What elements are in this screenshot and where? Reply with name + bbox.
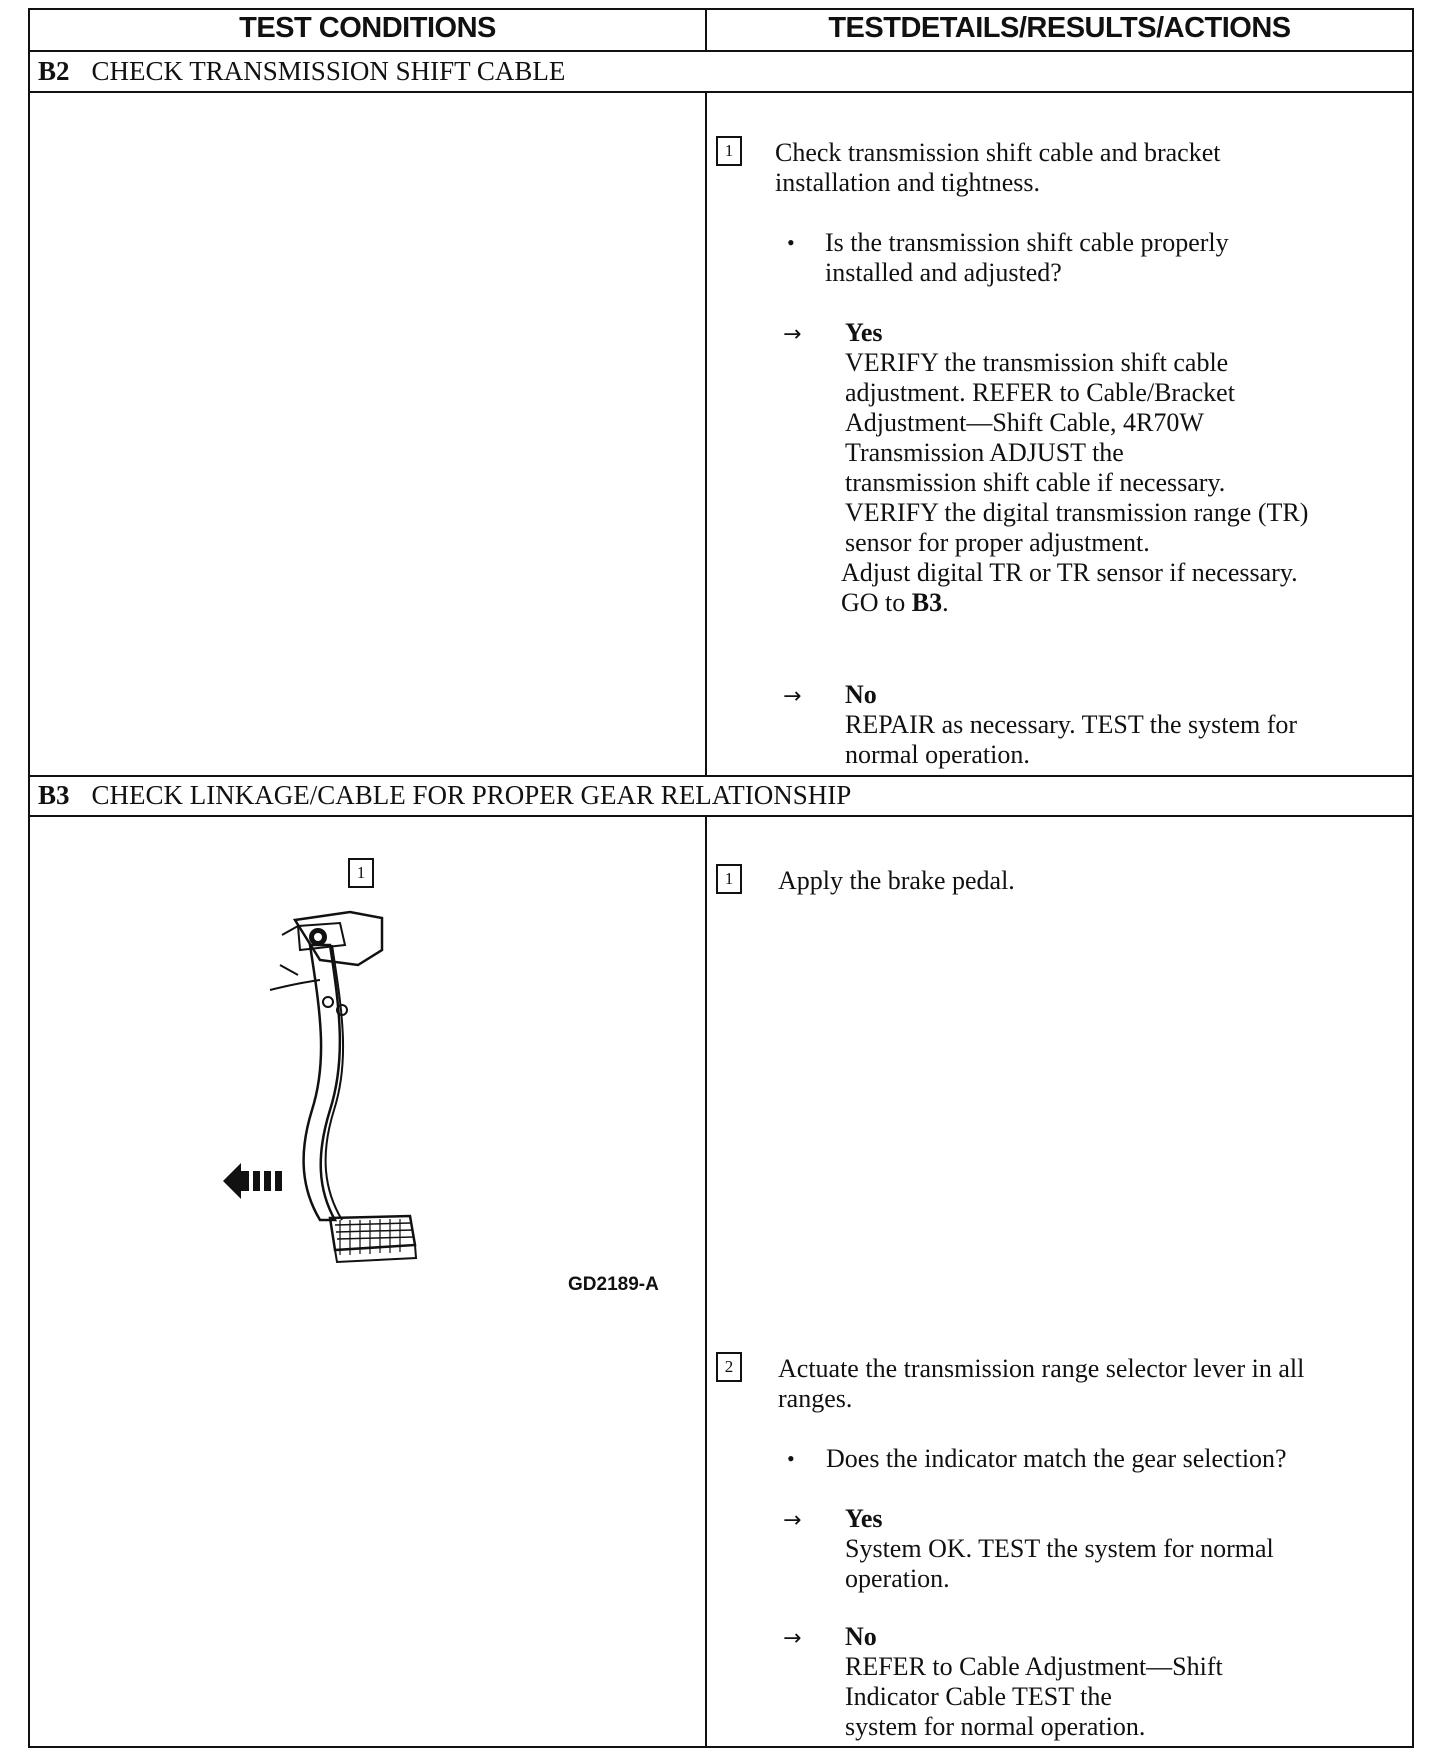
b2-no-label: No (845, 680, 877, 709)
right-arrow-icon: → (783, 1508, 802, 1533)
b2-yes-line8: Adjust digital TR or TR sensor if necessary. (841, 558, 1298, 587)
b3-top-rule (28, 775, 1414, 777)
header-test-conditions: TEST CONDITIONS (239, 12, 496, 44)
b2-section-title (38, 56, 565, 87)
b3-step1-text: Apply the brake pedal. (778, 866, 1015, 895)
b2-question-line1: Is the transmission shift cable properly (825, 228, 1229, 257)
b2-title: CHECK TRANSMISSION SHIFT CABLE (91, 56, 566, 86)
b2-yes-line7: sensor for proper adjustment. (845, 528, 1150, 557)
right-arrow-icon: → (783, 684, 802, 709)
b3-question: Does the indicator match the gear selection? (826, 1444, 1287, 1473)
b2-yes-line4: Transmission ADJUST the (845, 438, 1124, 467)
b3-title: CHECK LINKAGE/CABLE FOR PROPER GEAR RELATIONSHIP (91, 780, 852, 810)
b3-no-label: No (845, 1622, 877, 1651)
figure-code: GD2189-A (568, 1274, 659, 1295)
header-test-details: TESTDETAILS/RESULTS/ACTIONS (828, 12, 1291, 44)
b3-figure-step-box: 1 (348, 858, 374, 888)
b2-yes-label: Yes (845, 318, 883, 347)
b2-yes-line6: VERIFY the digital transmission range (TR) (845, 498, 1309, 527)
b2-step1-box: 1 (716, 136, 742, 166)
b3-yes-line1: System OK. TEST the system for normal (845, 1534, 1274, 1563)
bullet-icon: • (787, 1446, 795, 1471)
column-divider-b3 (705, 816, 707, 1748)
b2-question-line2: installed and adjusted? (825, 258, 1062, 287)
b2-goto (841, 588, 949, 618)
b3-yes-line2: operation. (845, 1564, 950, 1593)
b3-no-line3: system for normal operation. (845, 1712, 1146, 1741)
b3-step2-line1: Actuate the transmission range selector lever in all (778, 1354, 1305, 1383)
b2-goto-suffix: . (942, 588, 949, 617)
header-rule (28, 50, 1414, 52)
b2-no-line2: normal operation. (845, 740, 1030, 769)
b2-title-rule (28, 91, 1414, 93)
direction-arrow-icon (223, 1163, 285, 1199)
b2-step1-line2: installation and tightness. (775, 168, 1041, 197)
b2-yes-line2: adjustment. REFER to Cable/Bracket (845, 378, 1235, 407)
b3-title-rule (28, 815, 1414, 817)
b2-no-line1: REPAIR as necessary. TEST the system for (845, 710, 1298, 739)
b2-goto-prefix: GO to (841, 588, 912, 617)
b3-step2-box: 2 (716, 1352, 742, 1382)
b2-yes-line3: Adjustment—Shift Cable, 4R70W (845, 408, 1204, 437)
right-arrow-icon: → (783, 322, 802, 347)
b3-step2-line2: ranges. (778, 1384, 853, 1413)
b2-yes-line5: transmission shift cable if necessary. (845, 468, 1226, 497)
b3-step1-box: 1 (716, 864, 742, 894)
b3-no-line1: REFER to Cable Adjustment—Shift (845, 1652, 1223, 1681)
b2-step1-line1: Check transmission shift cable and bracket (775, 138, 1221, 167)
b2-id: B2 (38, 56, 70, 86)
brake-pedal-illustration (200, 890, 440, 1290)
b2-yes-line1: VERIFY the transmission shift cable (845, 348, 1229, 377)
b3-yes-label: Yes (845, 1504, 883, 1533)
column-divider-b2 (705, 92, 707, 776)
b3-no-line2: Indicator Cable TEST the (845, 1682, 1112, 1711)
b2-goto-target: B3 (911, 588, 943, 617)
b3-section-title (38, 780, 851, 811)
right-arrow-icon: → (783, 1626, 802, 1651)
bullet-icon: • (787, 230, 795, 255)
b3-id: B3 (38, 780, 70, 810)
